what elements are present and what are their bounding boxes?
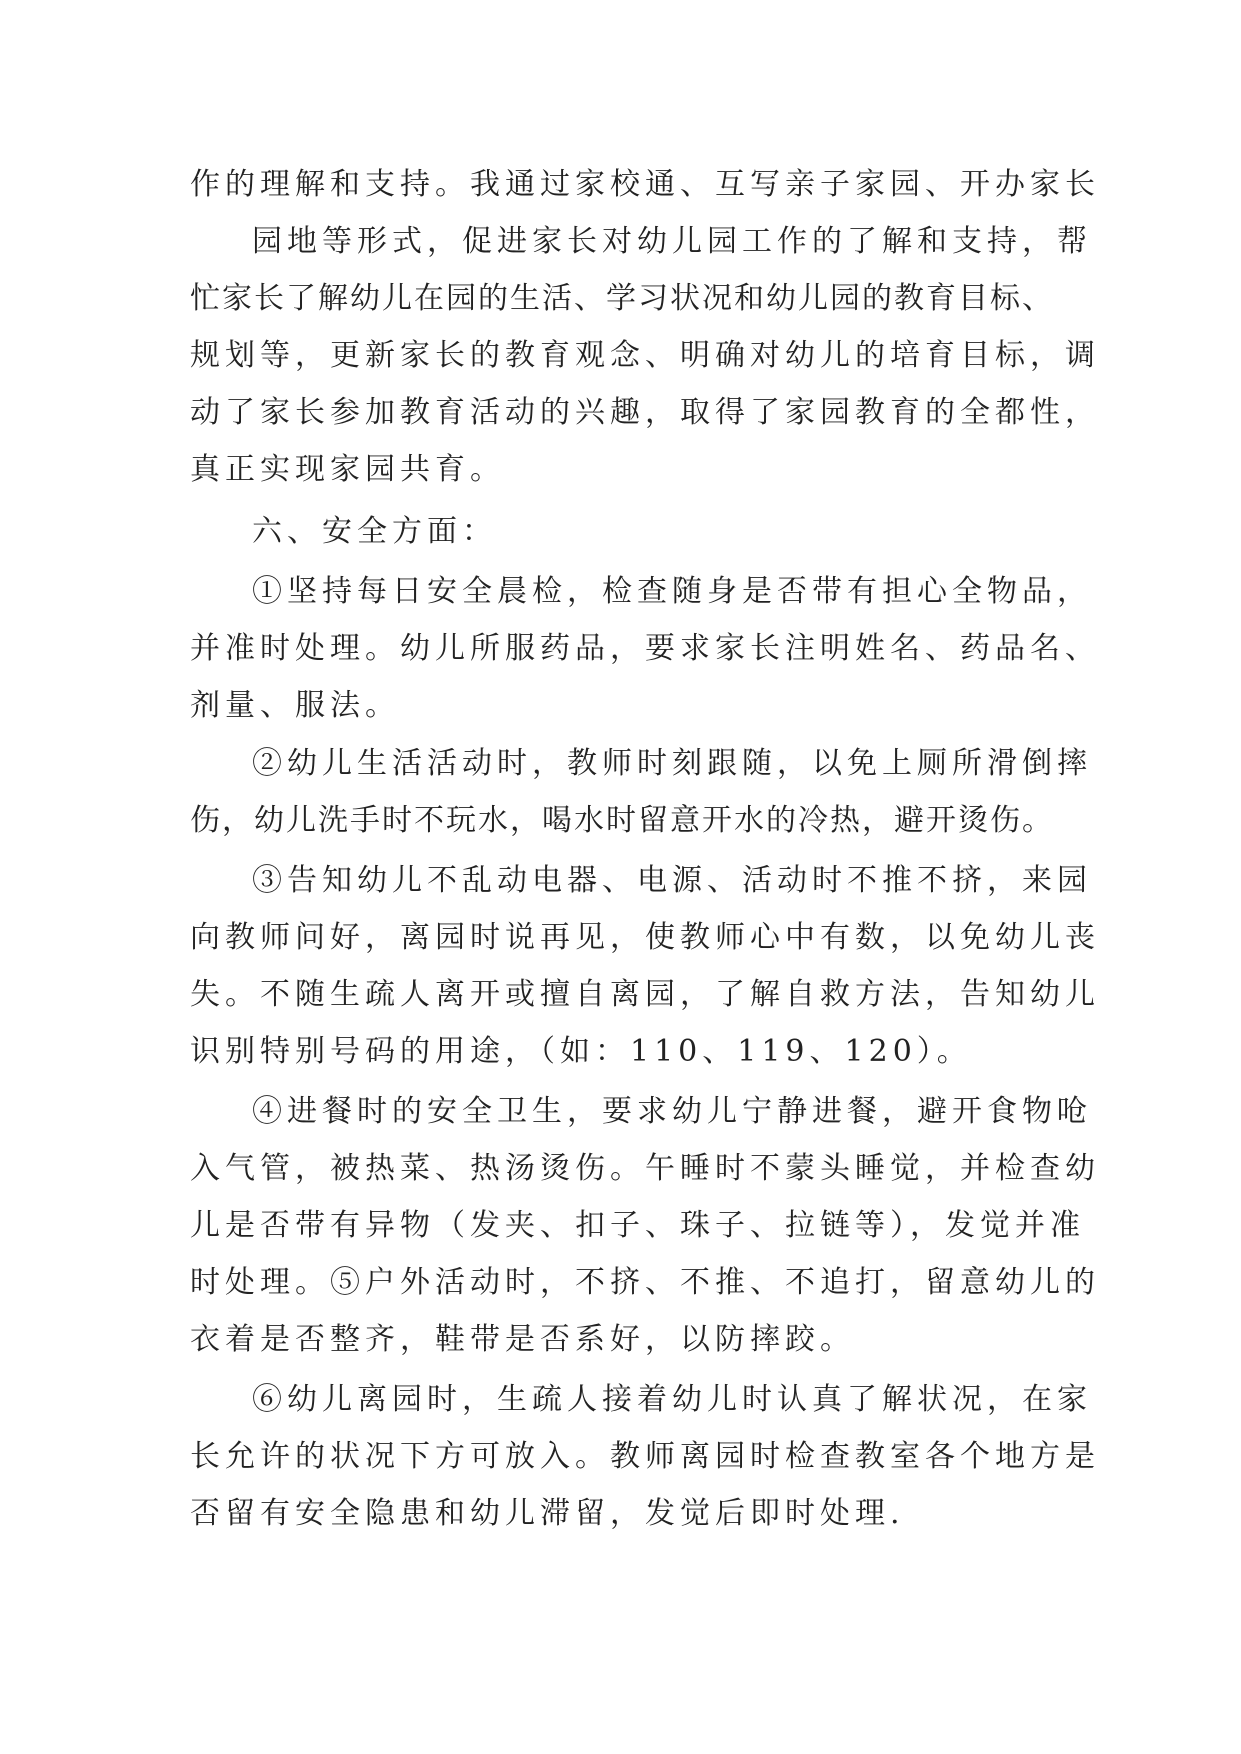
text-line: ①坚持每日安全晨检，检查随身是否带有担心全物品，: [252, 574, 1092, 609]
text-line: 否留有安全隐患和幼儿滞留，发觉后即时处理.: [190, 1496, 905, 1531]
text-line: ④进餐时的安全卫生，要求幼儿宁静进餐，避开食物呛: [252, 1094, 1092, 1129]
text-line: 并准时处理。幼儿所服药品，要求家长注明姓名、药品名、: [190, 631, 1100, 666]
text-line: 园地等形式，促进家长对幼儿园工作的了解和支持，帮: [252, 224, 1092, 259]
text-line: 忙家长了解幼儿在园的生活、学习状况和幼儿园的教育目标、: [190, 281, 1054, 316]
text-line: 作的理解和支持。我通过家校通、互写亲子家园、开办家长: [190, 167, 1100, 202]
text-line: ②幼儿生活活动时，教师时刻跟随，以免上厕所滑倒摔: [252, 746, 1092, 781]
text-line: 向教师问好，离园时说再见，使教师心中有数，以免幼儿丧: [190, 920, 1100, 955]
text-line: 规划等，更新家长的教育观念、明确对幼儿的培育目标，调: [190, 338, 1100, 373]
text-line: 时处理。⑤户外活动时，不挤、不推、不追打，留意幼儿的: [190, 1265, 1100, 1300]
text-line: 识别特别号码的用途，（如：110、119、120）。: [190, 1034, 972, 1069]
text-line: 衣着是否整齐，鞋带是否系好，以防摔跤。: [190, 1322, 855, 1357]
text-line: 剂量、服法。: [190, 688, 400, 723]
text-line: 入气管，被热菜、热汤烫伤。午睡时不蒙头睡觉，并检查幼: [190, 1151, 1100, 1186]
text-line: 伤，幼儿洗手时不玩水，喝水时留意开水的冷热，避开烫伤。: [190, 803, 1054, 838]
text-line: ⑥幼儿离园时，生疏人接着幼儿时认真了解状况，在家: [252, 1382, 1092, 1417]
text-line: 儿是否带有异物（发夹、扣子、珠子、拉链等），发觉并准: [190, 1208, 1085, 1243]
section-heading: 六、安全方面：: [252, 514, 497, 549]
text-line: 长允许的状况下方可放入。教师离园时检查教室各个地方是: [190, 1439, 1100, 1474]
text-line: ③告知幼儿不乱动电器、电源、活动时不推不挤，来园: [252, 863, 1092, 898]
text-line: 动了家长参加教育活动的兴趣，取得了家园教育的全都性，: [190, 395, 1100, 430]
text-line: 真正实现家园共育。: [190, 452, 505, 487]
text-line: 失。不随生疏人离开或擅自离园，了解自救方法，告知幼儿: [190, 977, 1100, 1012]
